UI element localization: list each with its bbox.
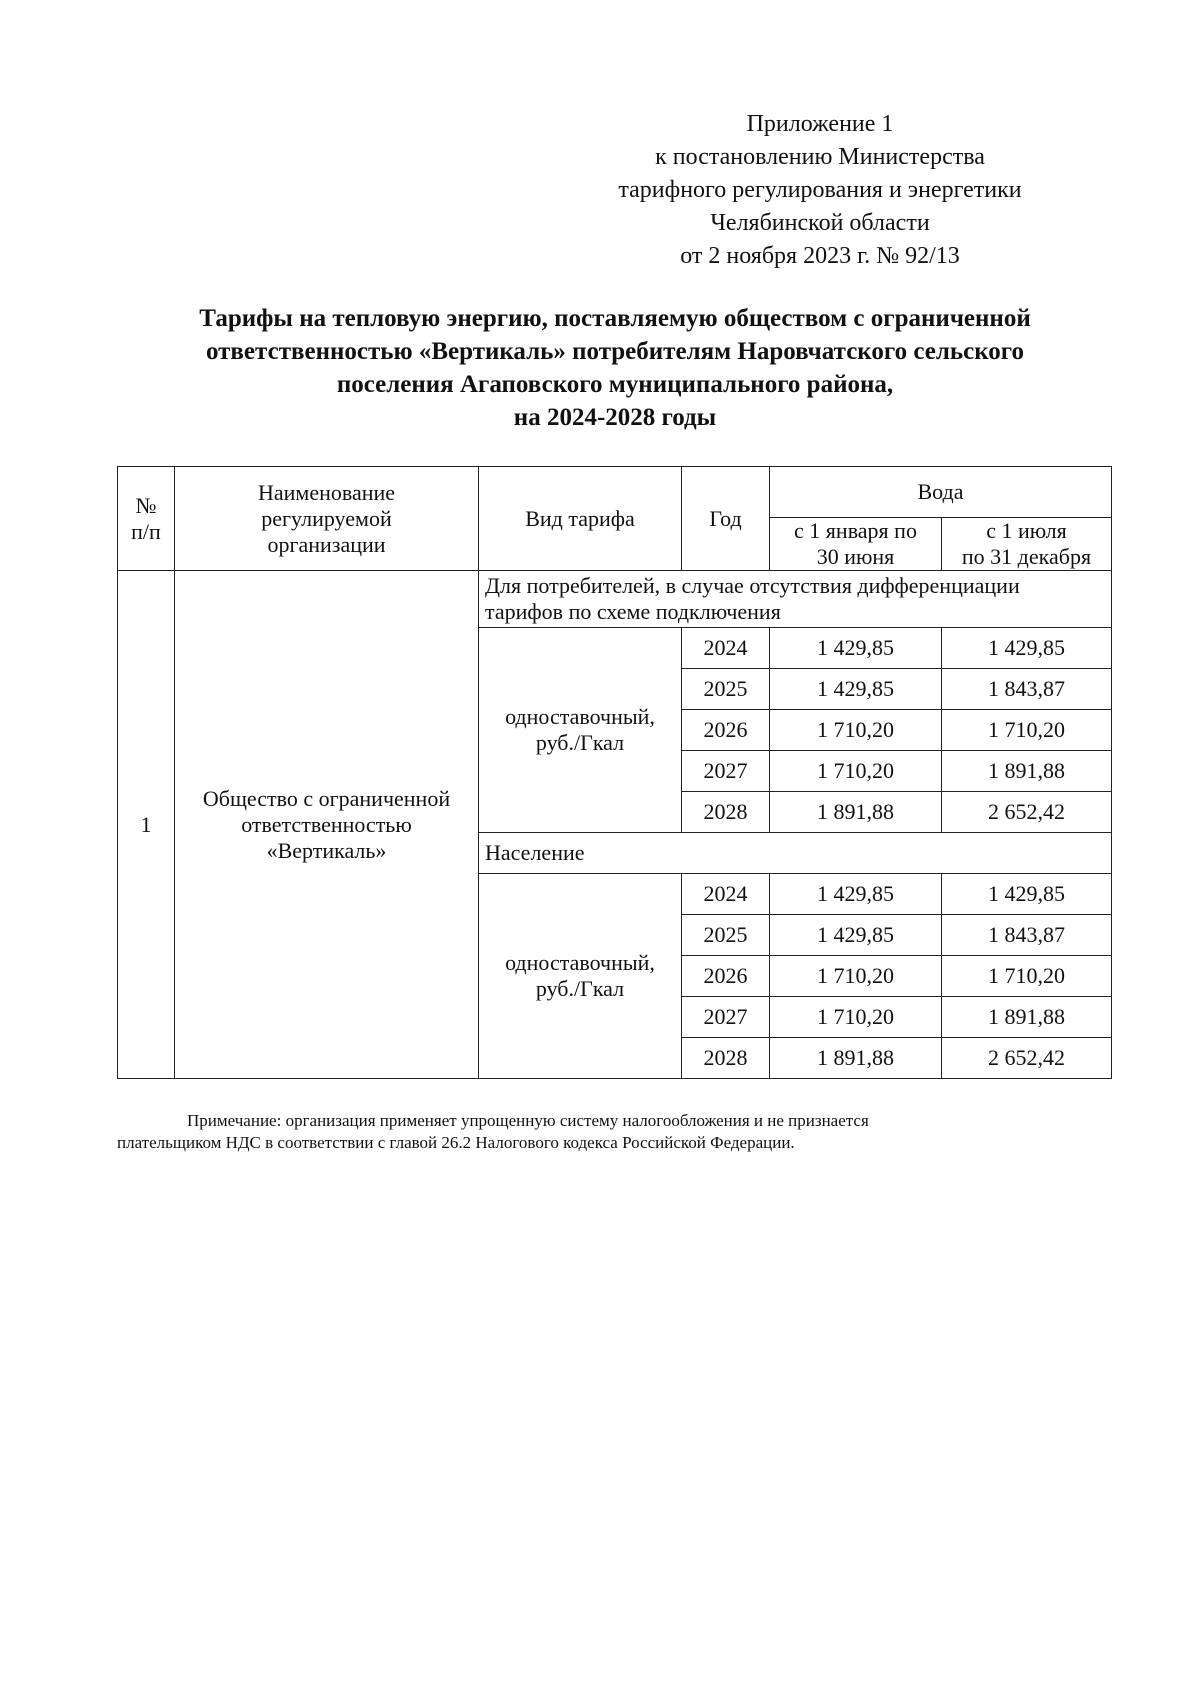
value-cell: 1 891,88 [942, 997, 1112, 1038]
title-line: Тарифы на тепловую энергию, поставляемую обществом с ограниченной [199, 305, 1031, 332]
header-water: Вода [770, 467, 1112, 518]
value-cell: 1 710,20 [770, 997, 942, 1038]
value-cell: 1 710,20 [770, 751, 942, 792]
year-cell: 2026 [682, 956, 770, 997]
year-cell: 2027 [682, 751, 770, 792]
value-cell: 2 652,42 [942, 792, 1112, 833]
row-number: 1 [118, 571, 175, 1079]
annex-line: Приложение 1 [746, 111, 894, 137]
section-title: Для потребителей, в случае отсутствия дифференциации тарифов по схеме подключения [479, 571, 1112, 628]
section-title: Население [479, 833, 1112, 874]
value-cell: 1 429,85 [770, 874, 942, 915]
value-cell: 1 891,88 [942, 751, 1112, 792]
annex-line: к постановлению Министерства [655, 144, 985, 170]
value-cell: 1 429,85 [770, 669, 942, 710]
document-title [120, 302, 1110, 434]
year-cell: 2028 [682, 1038, 770, 1079]
value-cell: 1 843,87 [942, 915, 1112, 956]
title-line: ответственностью «Вертикаль» потребителям Наровчатского сельского [205, 338, 1025, 365]
header-tariff-type: Вид тарифа [479, 467, 682, 571]
value-cell: 1 710,20 [942, 710, 1112, 751]
value-cell: 1 843,87 [942, 669, 1112, 710]
header-number: № п/п [118, 467, 175, 571]
value-cell: 1 891,88 [770, 1038, 942, 1079]
footnote-line: Примечание: организация применяет упрощенную систему налогообложения и не признается [187, 1111, 869, 1130]
annex-header [560, 108, 1080, 273]
year-cell: 2026 [682, 710, 770, 751]
value-cell: 1 429,85 [770, 915, 942, 956]
header-organization: Наименование регулируемой организации [175, 467, 479, 571]
year-cell: 2024 [682, 874, 770, 915]
tariff-type-cell: одноставочный, руб./Гкал [479, 874, 682, 1079]
organization-name: Общество с ограниченной ответственностью «Вертикаль» [175, 571, 479, 1079]
value-cell: 1 710,20 [770, 956, 942, 997]
tariff-table [117, 466, 1112, 1079]
section-row [118, 571, 1112, 628]
header-period-1: с 1 января по 30 июня [770, 518, 942, 571]
title-line: поселения Агаповского муниципального района, [336, 371, 894, 398]
title-line: на 2024-2028 годы [513, 404, 717, 431]
header-period-2: с 1 июля по 31 декабря [942, 518, 1112, 571]
tariff-type-cell: одноставочный, руб./Гкал [479, 628, 682, 833]
annex-line: тарифного регулирования и энергетики [618, 177, 1022, 203]
table-header-row [118, 467, 1112, 518]
header-year: Год [682, 467, 770, 571]
year-cell: 2024 [682, 628, 770, 669]
value-cell: 2 652,42 [942, 1038, 1112, 1079]
footnote-line: плательщиком НДС в соответствии с главой 26.2 Налогового кодекса Российской Федерации. [117, 1133, 795, 1152]
footnote [117, 1110, 1111, 1154]
year-cell: 2025 [682, 669, 770, 710]
year-cell: 2027 [682, 997, 770, 1038]
annex-line: Челябинской области [710, 210, 930, 236]
value-cell: 1 429,85 [942, 874, 1112, 915]
annex-line: от 2 ноября 2023 г. № 92/13 [680, 243, 960, 269]
year-cell: 2028 [682, 792, 770, 833]
value-cell: 1 429,85 [942, 628, 1112, 669]
value-cell: 1 429,85 [770, 628, 942, 669]
value-cell: 1 710,20 [770, 710, 942, 751]
year-cell: 2025 [682, 915, 770, 956]
value-cell: 1 891,88 [770, 792, 942, 833]
value-cell: 1 710,20 [942, 956, 1112, 997]
